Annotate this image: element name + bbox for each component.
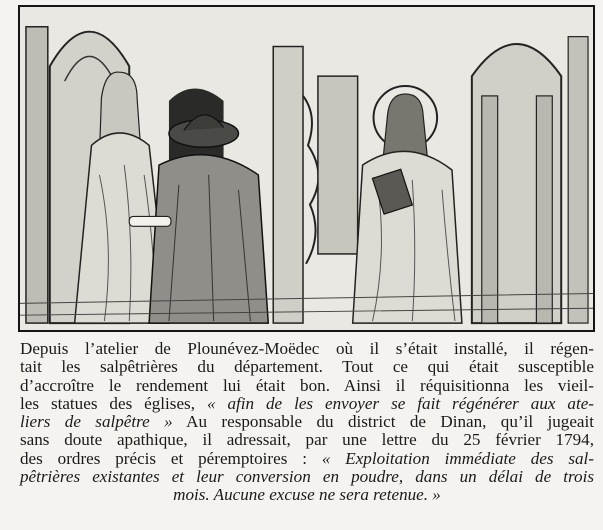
caption-quote: pêtrières existantes et leur conversion en poudre, dans un délai de trois: [20, 467, 594, 487]
right-column-right: [536, 96, 552, 323]
caption-line-7: [20, 450, 594, 468]
caption-line-2: tait les salpêtrières du département. Tout ce qui était susceptible: [20, 357, 594, 377]
illustration-frame: [18, 5, 595, 332]
caption-text: des ordres précis et péremptoires :: [20, 448, 322, 468]
caption-quote: « afin de les envoyer se fait régénérer aux ate-: [206, 393, 594, 413]
caption-line-1: Depuis l’atelier de Plounévez-Moëdec où il s’était installé, il régen-: [20, 339, 594, 358]
door-frame: [318, 76, 358, 254]
left-column: [26, 27, 48, 323]
caption-line-6: sans doute apathique, il adressait, par une lettre du 25 février 1794,: [20, 430, 594, 450]
far-right-column: [568, 37, 588, 323]
bowl: [129, 216, 171, 226]
caption-line-3: d’accroître le rendement lui était bon. Ainsi il réquisitionna les vieil-: [20, 375, 594, 395]
caption-paragraph: [20, 340, 594, 505]
right-column-left: [482, 96, 498, 323]
caption-line-4: [20, 395, 594, 413]
caption-line-9: [20, 486, 594, 504]
stained-glass-scene-illustration: [20, 7, 593, 330]
christ-hair: [383, 94, 427, 155]
caption-text: Au responsable du district de Dinan, qu’il jugeait: [172, 412, 594, 432]
caption-quote: mois. Aucune excuse ne sera retenue. »: [173, 485, 441, 505]
caption-text: les statues des églises,: [20, 393, 207, 413]
caption-line-5: [20, 413, 594, 431]
central-pillar: [273, 47, 303, 324]
caption-line-8: [20, 468, 594, 486]
caption-quote: « Exploitation immédiate des sal-: [321, 448, 594, 468]
caption-quote: liers de salpêtre »: [20, 412, 173, 432]
